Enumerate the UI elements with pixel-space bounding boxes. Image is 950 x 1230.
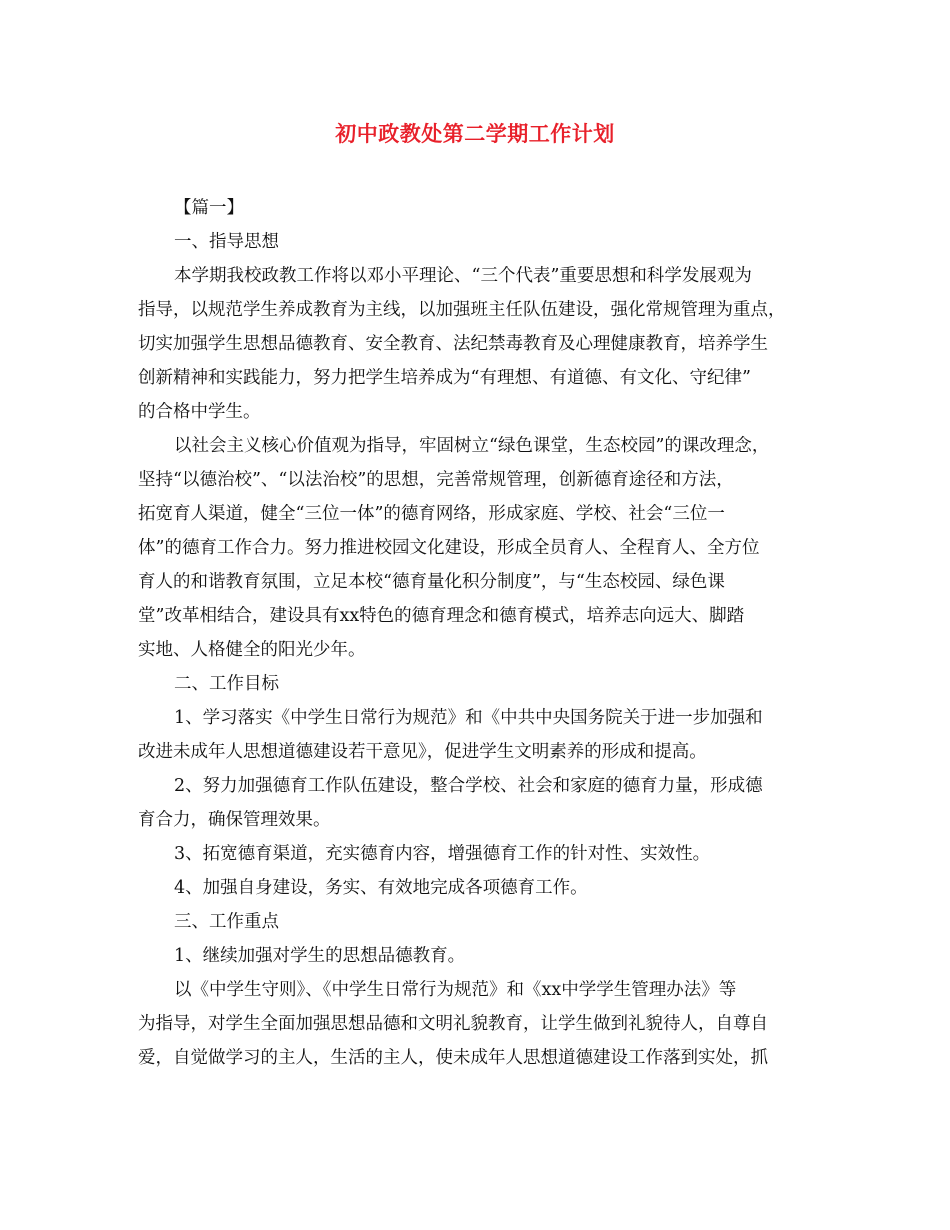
paragraph-line: 以社会主义核心价值观为指导，牢固树立“绿色课堂，生态校园”的课改理念， [174, 436, 770, 456]
paragraph-line: 本学期我校政教工作将以邓小平理论、“三个代表”重要思想和科学发展观为 [174, 266, 752, 286]
paragraph-line: 育人的和谐教育氛围，立足本校“德育量化积分制度”，与“生态校园、绿色课 [138, 572, 725, 592]
paragraph-line: 4、加强自身建设，务实、有效地完成各项德育工作。 [174, 878, 588, 898]
paragraph-line: 改进未成年人思想道德建设若干意见》，促进学生文明素养的形成和提高。 [138, 742, 707, 762]
paragraph-line: 拓宽育人渠道，健全“三位一体”的德育网络，形成家庭、学校、社会“三位一 [138, 504, 725, 524]
paragraph-line: 3、拓宽德育渠道，充实德育内容，增强德育工作的针对性、实效性。 [174, 844, 711, 864]
heading-3: 三、工作重点 [174, 912, 279, 932]
paragraph-line: 为指导，对学生全面加强思想品德和文明礼貌教育，让学生做到礼貌待人，自尊自 [138, 1014, 768, 1034]
paragraph-line: 指导，以规范学生养成教育为主线，以加强班主任队伍建设，强化常规管理为重点， [138, 300, 786, 320]
paragraph-line: 爱，自觉做学习的主人，生活的主人，使未成年人思想道德建设工作落到实处，抓 [138, 1048, 768, 1068]
paragraph-line: 以《中学生守则》、《中学生日常行为规范》和《xx中学学生管理办法》等 [174, 980, 737, 1000]
paragraph-line: 堂”改革相结合，建设具有xx特色的德育理念和德育模式，培养志向远大、脚踏 [138, 606, 745, 626]
paragraph-line: 创新精神和实践能力，努力把学生培养成为“有理想、有道德、有文化、守纪律” [138, 368, 751, 388]
paragraph-line: 2、努力加强德育工作队伍建设，整合学校、社会和家庭的德育力量，形成德 [174, 776, 763, 796]
paragraph-line: 切实加强学生思想品德教育、安全教育、法纪禁毒教育及心理健康教育，培养学生 [138, 334, 768, 354]
paragraph-line: 育合力，确保管理效果。 [138, 810, 331, 830]
paragraph-line: 体”的德育工作合力。努力推进校园文化建设，形成全员育人、全程育人、全方位 [138, 538, 760, 558]
document-title: 初中政教处第二学期工作计划 [335, 121, 615, 146]
heading-2: 二、工作目标 [174, 674, 279, 694]
paragraph-line: 1、继续加强对学生的思想品德教育。 [174, 946, 466, 966]
section-label: 【篇一】 [174, 198, 244, 218]
paragraph-line: 1、学习落实《中学生日常行为规范》和《中共中央国务院关于进一步加强和 [174, 708, 763, 728]
heading-1: 一、指导思想 [174, 232, 279, 252]
paragraph-line: 的合格中学生。 [138, 402, 261, 422]
paragraph-line: 实地、人格健全的阳光少年。 [138, 640, 366, 660]
paragraph-line: 坚持“以德治校”、“以法治校”的思想，完善常规管理，创新德育途径和方法， [138, 470, 734, 490]
